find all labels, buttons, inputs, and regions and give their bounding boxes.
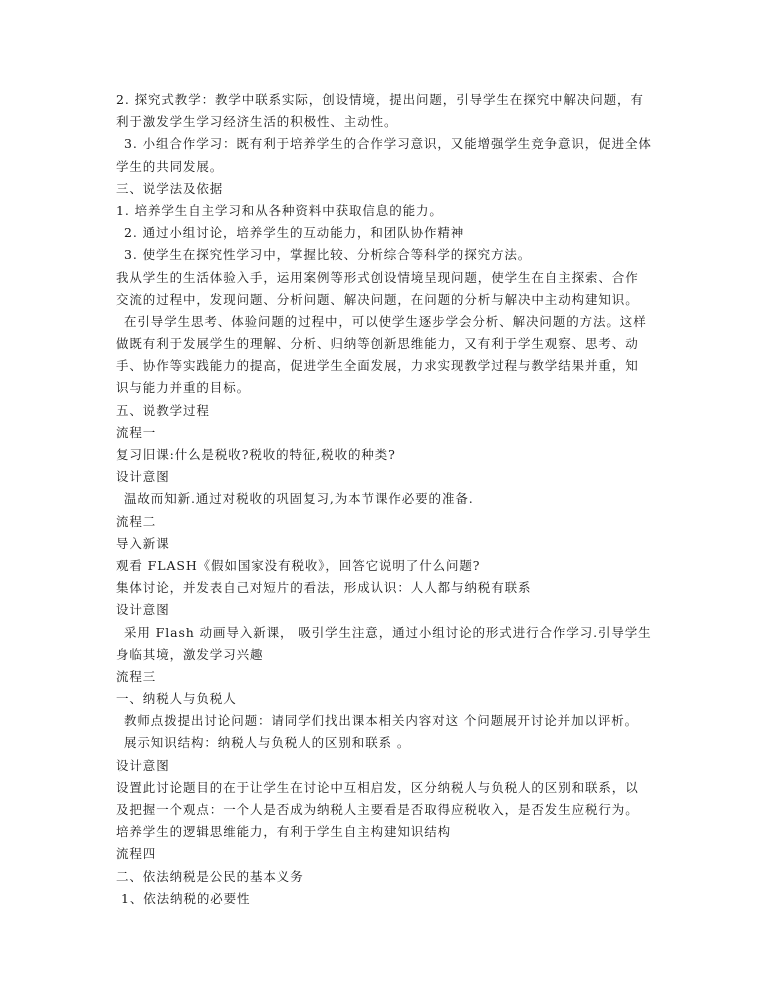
section-heading: 二、依法纳税是公民的基本义务	[116, 868, 304, 884]
text-line: 利于激发学生学习经济生活的积极性、主动性。	[116, 114, 398, 130]
text-line: 1、依法纳税的必要性	[121, 890, 251, 906]
text-line: 观看 FLASH《假如国家没有税收》，回答它说明了什么问题?	[116, 557, 481, 573]
step-heading: 流程四	[116, 846, 157, 862]
text-line: 交流的过程中，发现问题、分析问题、解决问题，在问题的分析与解决中主动构建知识。	[116, 291, 639, 307]
section-heading: 一、纳税人与负税人	[116, 691, 237, 707]
text-line: 教师点拨提出讨论问题：请同学们找出课本相关内容对这 个问题展开讨论并加以评析。	[124, 713, 639, 729]
document-body	[116, 89, 658, 910]
text-line: 培养学生的逻辑思维能力，有利于学生自主构建知识结构	[116, 824, 452, 840]
text-line: 在引导学生思考、体验问题的过程中，可以使学生逐步学会分析、解决问题的方法。这样	[124, 313, 647, 329]
text-line: 及把握一个观点：一个人是否成为纳税人主要看是否取得应税收入，是否发生应税行为。	[116, 802, 639, 817]
text-line: 采用 Flash 动画导入新课， 吸引学生注意，通过小组讨论的形式进行合作学习.引导学生	[124, 624, 652, 640]
text-line: 3. 小组合作学习：既有利于培养学生的合作学习意识，又能增强学生竞争意识，促进全体	[124, 136, 652, 152]
text-line: 识与能力并重的目标。	[116, 380, 251, 396]
text-line: 手、协作等实践能力的提高，促进学生全面发展，力求实现教学过程与教学结果并重，知	[116, 358, 639, 374]
design-intent-label: 设计意图	[116, 469, 170, 485]
text-line: 展示知识结构：纳税人与负税人的区别和联系 。	[124, 735, 411, 751]
text-line: 学生的共同发展。	[116, 158, 224, 174]
step-heading: 流程一	[116, 424, 157, 440]
text-line: 2. 探究式教学：教学中联系实际，创设情境，提出问题，引导学生在探究中解决问题，有	[116, 92, 644, 107]
step-heading: 流程二	[116, 513, 157, 529]
section-heading: 五、说教学过程	[116, 402, 210, 418]
text-line: 集体讨论，并发表自己对短片的看法，形成认识：人人都与纳税有联系	[116, 580, 532, 596]
text-line: 3. 使学生在探究性学习中，掌握比较、分析综合等科学的探究方法。	[124, 247, 532, 263]
step-heading: 流程三	[116, 668, 157, 684]
design-intent-label: 设计意图	[116, 757, 170, 773]
text-line: 我从学生的生活体验入手，运用案例等形式创设情境呈现问题，使学生在自主探索、合作	[116, 269, 639, 285]
text-line: 复习旧课:什么是税收?税收的特征,税收的种类?	[116, 447, 396, 462]
design-intent-label: 设计意图	[116, 602, 170, 618]
text-line: 1. 培养学生自主学习和从各种资料中获取信息的能力。	[116, 202, 443, 218]
text-line: 做既有利于发展学生的理解、分析、归纳等创新思维能力，又有利于学生观察、思考、动	[116, 336, 639, 352]
text-line: 身临其境，激发学习兴趣	[116, 646, 264, 662]
section-heading: 三、说学法及依据	[116, 180, 224, 196]
text-line: 设置此讨论题目的在于让学生在讨论中互相启发，区分纳税人与负税人的区别和联系，以	[116, 779, 639, 795]
text-line: 导入新课	[116, 535, 170, 551]
text-line: 温故而知新.通过对税收的巩固复习,为本节课作必要的准备.	[124, 491, 474, 507]
text-line: 2. 通过小组讨论，培养学生的互动能力，和团队协作精神	[124, 225, 465, 241]
